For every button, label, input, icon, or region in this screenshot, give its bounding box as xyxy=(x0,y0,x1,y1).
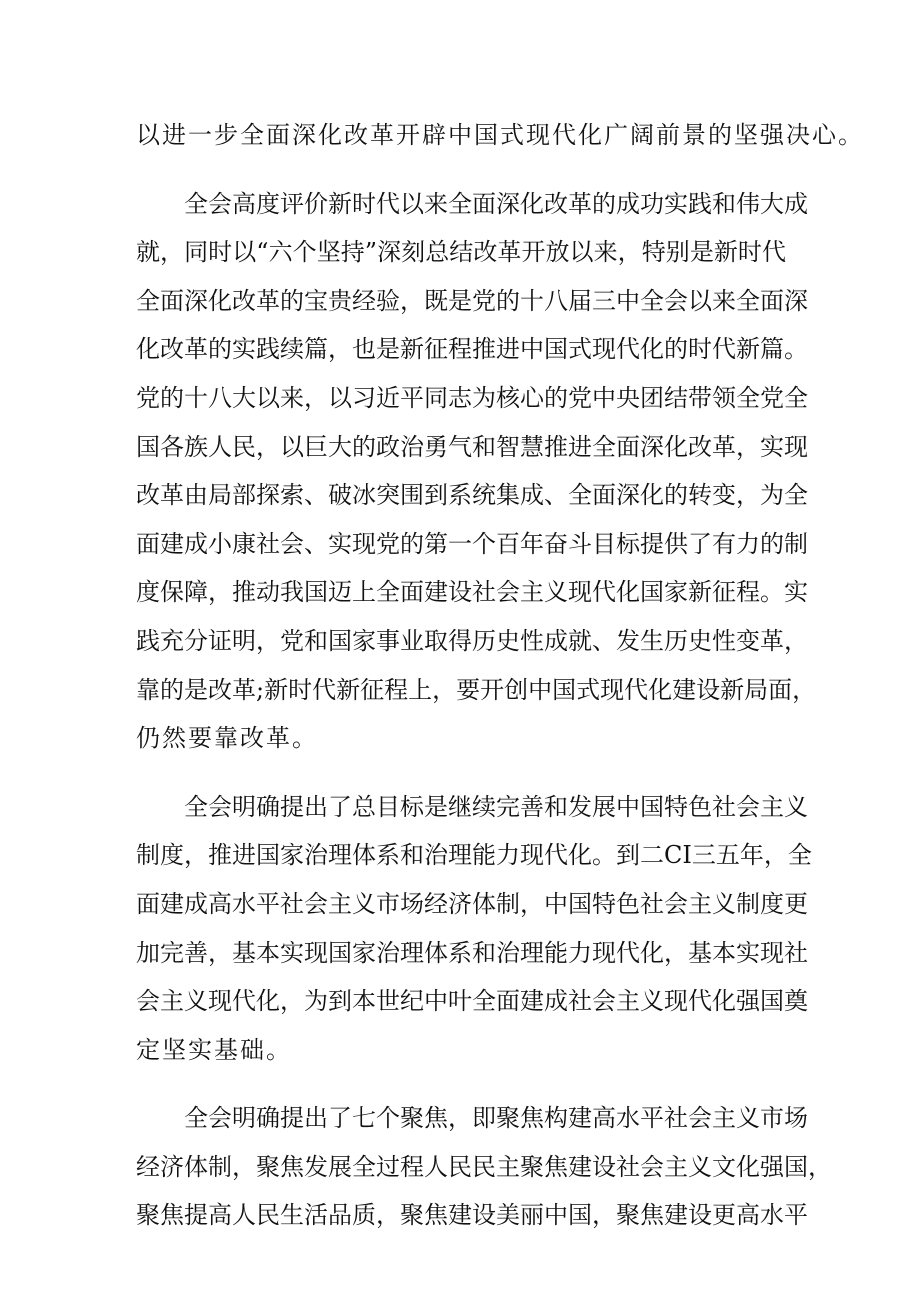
text-line: 党的十八大以来，以习近平同志为核心的党中央团结带领全党全 xyxy=(136,383,808,412)
text-line: 全面深化改革的宝贵经验，既是党的十八届三中全会以来全面深 xyxy=(136,286,808,315)
document-body xyxy=(136,111,864,1240)
text-line: 全会明确提出了七个聚焦，即聚焦构建高水平社会主义市场 xyxy=(184,1104,808,1133)
text-line: 以进一步全面深化改革开辟中国式现代化广阔前景的坚强决心。 xyxy=(136,121,864,149)
text-line: 改革由局部探索、破冰突围到系统集成、全面深化的转变，为全 xyxy=(136,481,808,510)
text-line: 靠的是改革;新时代新征程上，要开创中国式现代化建设新局面， xyxy=(136,675,817,704)
text-line: 全会高度评价新时代以来全面深化改革的成功实践和伟大成 xyxy=(184,189,808,218)
text-line: 加完善，基本实现国家治理体系和治理能力现代化，基本实现社 xyxy=(136,938,808,967)
paragraph-1 xyxy=(136,111,864,160)
paragraph-3 xyxy=(136,783,812,1075)
text-line: 践充分证明，党和国家事业取得历史性成就、发生历史性变革， xyxy=(136,626,808,655)
paragraph-2 xyxy=(136,180,817,763)
text-line: 面建成高水平社会主义市场经济体制，中国特色社会主义制度更 xyxy=(136,889,808,918)
text-line: 化改革的实践续篇，也是新征程推进中国式现代化的时代新篇。 xyxy=(136,335,808,364)
text-line: 国各族人民，以巨大的政治勇气和智慧推进全面深化改革，实现 xyxy=(136,432,808,461)
text-line: 面建成小康社会、实现党的第一个百年奋斗目标提供了有力的制 xyxy=(136,529,808,558)
text-line: 定坚实基础。 xyxy=(136,1035,292,1064)
paragraph-spacer xyxy=(136,763,786,783)
text-line: 全会明确提出了总目标是继续完善和发展中国特色社会主义 xyxy=(184,792,808,821)
text-line: 度保障，推动我国迈上全面建设社会主义现代化国家新征程。实 xyxy=(136,578,808,607)
text-line: 就，同时以“六个坚持”深刻总结改革开放以来，特别是新时代 xyxy=(136,238,786,267)
paragraph-spacer xyxy=(136,160,786,180)
paragraph-4 xyxy=(136,1094,832,1240)
text-line: 经济体制，聚焦发展全过程人民民主聚焦建设社会主义文化强国， xyxy=(136,1152,832,1181)
text-line: 制度，推进国家治理体系和治理能力现代化。到二CI三五年，全 xyxy=(136,841,812,870)
text-line: 仍然要靠改革。 xyxy=(136,724,318,753)
text-line: 会主义现代化，为到本世纪中叶全面建成社会主义现代化强国奠 xyxy=(136,987,808,1016)
text-line: 聚焦提高人民生活品质，聚焦建设美丽中国，聚焦建设更高水平 xyxy=(136,1201,808,1230)
paragraph-spacer xyxy=(136,1074,786,1094)
